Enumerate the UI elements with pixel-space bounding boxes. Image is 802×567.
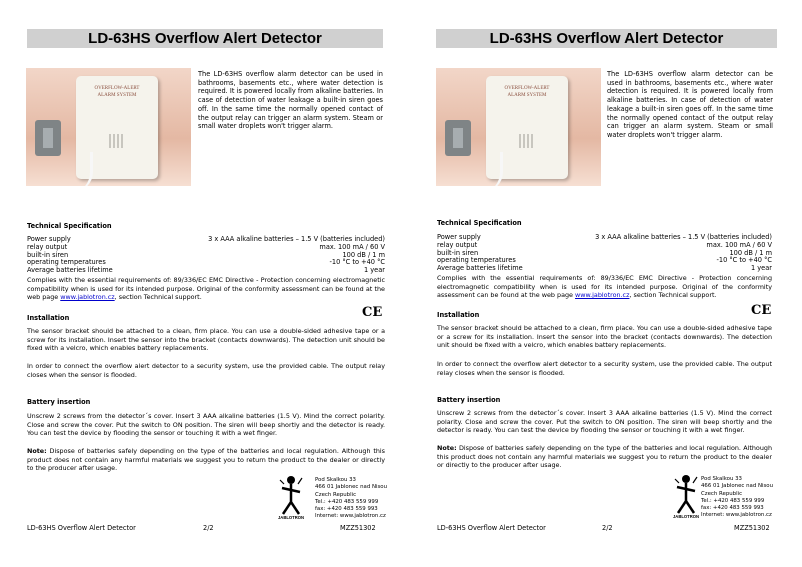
ce-mark-icon: CE	[751, 303, 772, 318]
installation-heading: Installation	[437, 311, 480, 319]
product-photo	[436, 68, 601, 186]
contact-block: Pod Skalkou 33 466 01 Jablonec nad Nisou Czech Republic Tel.: +420 483 559 999 fax: +420 483 559 993 Internet: www.jablotron.cz	[701, 476, 774, 519]
footer-page-number: 2/2	[203, 524, 214, 532]
product-photo	[26, 68, 191, 186]
spec-row: Power supply 3 x AAA alkaline batteries – 1.5 V (batteries included)	[27, 235, 385, 243]
contact-block: Pod Skalkou 33 466 01 Jablonec nad Nisou Czech Republic Tel.: +420 483 559 999 fax: +420 483 559 993 Internet: www.jablotron.cz	[315, 477, 388, 520]
device-label-line1: OVERFLOW-ALERT	[504, 86, 550, 91]
document-page-right	[429, 0, 802, 567]
siren-grill	[109, 134, 125, 148]
detector-cable	[474, 152, 503, 186]
tech-spec-heading: Technical Specification	[437, 219, 522, 227]
logo-text: JABLOTRON	[278, 515, 304, 520]
siren-grill	[519, 134, 535, 148]
installation-heading: Installation	[27, 314, 70, 322]
battery-heading: Battery insertion	[437, 396, 501, 404]
spec-row: built-in siren 100 dB / 1 m	[437, 248, 772, 257]
battery-paragraph: Unscrew 2 screws from the detector´s cover. Insert 3 AAA alkaline batteries (1.5 V). Mind the correct polarity. Close and screw the cover. Put the switch to ON position. The siren will beep shortly and the detector is ready. You can test the device by flooding the sensor or touching it with a wet finger.	[27, 412, 385, 438]
installation-paragraph: The sensor bracket should be attached to a clean, firm place. You can use a double-sided adhesive tape or a screw for its installation. Insert the sensor into the bracket (contacts downwards). The detection unit should be fixed with a velcro, which enables battery replacements.	[27, 327, 385, 353]
spec-row: operating temperatures -10 °C to +40 °C	[27, 258, 385, 267]
spec-row: Average batteries lifetime 1 year	[27, 266, 385, 275]
device-label-line2: ALARM SYSTEM	[507, 93, 547, 98]
tech-spec-heading: Technical Specification	[27, 222, 112, 230]
sensor-bracket	[35, 120, 61, 156]
footer-document-name: LD-63HS Overflow Alert Detector	[437, 524, 546, 532]
battery-note: Note: Dispose of batteries safely depending on the type of the batteries and local regulation. Although this product does not contain any harmful materials we suggest you to return the product to the dealer or directly to the producer after usage.	[27, 447, 385, 473]
installation-connection-paragraph: In order to connect the overflow alert detector to a security system, use the provided cable. The output relay closes when the sensor is flooded.	[437, 360, 772, 377]
spec-row: built-in siren 100 dB / 1 m	[27, 250, 385, 259]
footer-document-code: MZZ51302	[340, 524, 376, 532]
battery-note: Note: Dispose of batteries safely depending on the type of the batteries and local regulation. Although this product does not contain any harmful materials we suggest you to return the product to the dealer or directly to the producer after usage.	[437, 444, 772, 470]
spec-row: relay output max. 100 mA / 60 V	[27, 242, 385, 251]
page-title: LD-63HS Overflow Alert Detector	[436, 29, 777, 48]
footer-document-name: LD-63HS Overflow Alert Detector	[27, 524, 136, 532]
tech-spec-table	[437, 234, 772, 273]
jablotron-web-link[interactable]: www.jablotron.cz	[575, 291, 630, 300]
spec-row: relay output max. 100 mA / 60 V	[437, 240, 772, 249]
spec-row: Average batteries lifetime 1 year	[437, 264, 772, 273]
document-page-left	[18, 0, 408, 567]
page-title: LD-63HS Overflow Alert Detector	[27, 29, 383, 48]
footer-page-number: 2/2	[602, 524, 613, 532]
battery-paragraph: Unscrew 2 screws from the detector´s cover. Insert 3 AAA alkaline batteries (1.5 V). Mind the correct polarity. Close and screw the cover. Put the switch to ON position. The siren will beep shortly and the detector is ready. You can test the device by flooding the sensor or touching it with a wet finger.	[437, 409, 772, 435]
device-label-line2: ALARM SYSTEM	[97, 93, 137, 98]
sensor-bracket	[445, 120, 471, 156]
spec-row: operating temperatures -10 °C to +40 °C	[437, 256, 772, 265]
jablotron-logo-icon	[673, 473, 699, 519]
jablotron-logo-icon	[278, 474, 304, 520]
logo-text: JABLOTRON	[673, 514, 699, 519]
jablotron-web-link[interactable]: www.jablotron.cz	[60, 293, 115, 302]
detector-cable	[64, 152, 93, 186]
intro-paragraph: The LD-63HS overflow alarm detector can be used in bathrooms, basements etc., where water detection is required. It is powered locally from alkaline batteries. In case of detection of water leakage a built-in siren goes off. In the same time the normally opened contact of the output relay can trigger an alarm system. Steam or small water droplets won't trigger alarm.	[198, 70, 383, 131]
device-label-line1: OVERFLOW-ALERT	[94, 86, 140, 91]
ce-mark-icon: CE	[362, 305, 383, 320]
battery-heading: Battery insertion	[27, 398, 91, 406]
compliance-text: Complies with the essential requirements of: 89/336/EC EMC Directive - Protection concerning electromagnetic compatibility when is used for its intended purpose. Original of the conformity assessment can be found at the web page www.jablotron.cz, section Technical support.	[437, 274, 772, 300]
installation-paragraph: The sensor bracket should be attached to a clean, firm place. You can use a double-sided adhesive tape or a screw for its installation. Insert the sensor into the bracket (contacts downwards). The detection unit should be fixed with a velcro, which enables battery replacements.	[437, 324, 772, 350]
footer-document-code: MZZ51302	[734, 524, 770, 532]
tech-spec-table	[27, 236, 385, 275]
installation-connection-paragraph: In order to connect the overflow alert detector to a security system, use the provided cable. The output relay closes when the sensor is flooded.	[27, 362, 385, 379]
spec-row: Power supply 3 x AAA alkaline batteries – 1.5 V (batteries included)	[437, 233, 772, 241]
intro-paragraph: The LD-63HS overflow alarm detector can be used in bathrooms, basements etc., where water detection is required. It is powered locally from alkaline batteries. In case of detection of water leakage a built-in siren goes off. In the same time the normally opened contact of the output relay can trigger an alarm system. Steam or small water droplets won't trigger alarm.	[607, 70, 773, 139]
compliance-text: Complies with the essential requirements of: 89/336/EC EMC Directive - Protection concerning electromagnetic compatibility when is used for its intended purpose. Original of the conformity assessment can be found at the web page www.jablotron.cz, section Technical support.	[27, 276, 385, 302]
